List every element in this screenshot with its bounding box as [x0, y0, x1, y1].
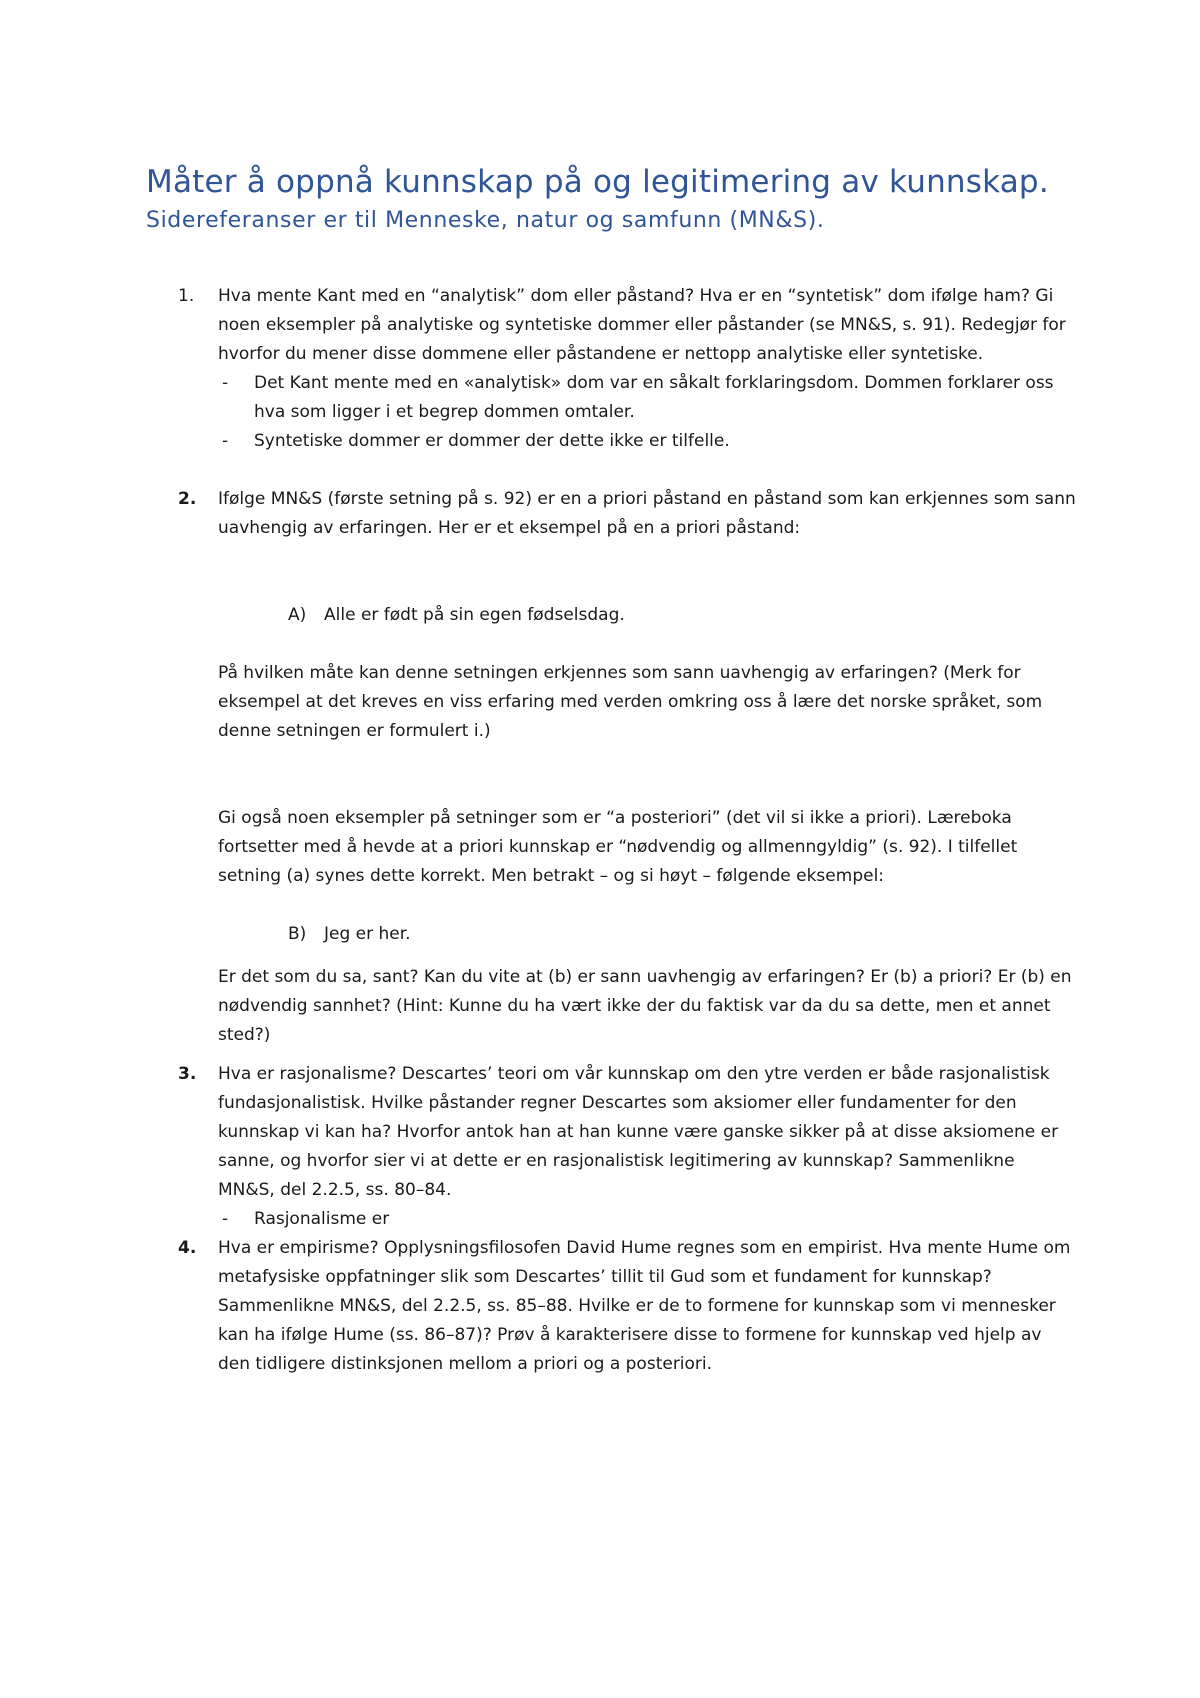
- question-1-number: 1.: [178, 286, 195, 306]
- example-b: [146, 920, 1076, 949]
- document-title: Måter å oppnå kunnskap på og legitimering av kunnskap.: [146, 164, 1049, 200]
- document-content: [146, 162, 1076, 1379]
- document-subtitle: Sidereferanser er til Menneske, natur og samfunn (MN&S).: [146, 208, 825, 233]
- question-4: [146, 1234, 1076, 1379]
- question-3-text: Hva er rasjonalisme? Descartes’ teori om vår kunnskap om den ytre verden er både rasjonalistisk fundasjonalistisk. Hvilke påstander regner Descartes som aksiomer eller fundamenter for den kunnskap vi kan ha? Hvorfor antok han at han kunne være ganske sikker på at disse aksiomene er sanne, og hvorfor sier vi at dette er en rasjonalistisk legitimering av kunnskap? Sammenlikne MN&S, del 2.2.5, ss. 80–84.: [218, 1064, 1059, 1200]
- question-3: [146, 1060, 1076, 1234]
- question-2: [146, 485, 1076, 543]
- example-a: [146, 601, 1076, 630]
- question-list: [146, 282, 1076, 1379]
- question-1: [146, 282, 1076, 456]
- question-1-answer-2: - Syntetiske dommer er dommer der dette ikke er tilfelle.: [218, 427, 1076, 456]
- question-4-number: 4.: [178, 1238, 197, 1258]
- question-2-paragraph-2: Gi også noen eksempler på setninger som er “a posteriori” (det vil si ikke a priori). Læreboka fortsetter med å hevde at a priori kunnskap er “nødvendig og allmenngyldig” (s. 92). I tilfellet setning (a) synes dette korrekt. Men betrakt – og si høyt – følgende eksempel:: [218, 808, 1018, 886]
- question-3-number: 3.: [178, 1064, 197, 1084]
- question-1-answer-1: - Det Kant mente med en «analytisk» dom var en såkalt forklaringsdom. Dommen forklarer oss hva som ligger i et begrep dommen omtaler.: [218, 369, 1076, 427]
- example-b-label: B): [288, 924, 307, 944]
- question-2-paragraph-3: Er det som du sa, sant? Kan du vite at (b) er sann uavhengig av erfaringen? Er (b) a priori? Er (b) en nødvendig sannhet? (Hint: Kunne du ha vært ikke der du faktisk var da du sa dette, men et annet sted?): [218, 967, 1072, 1045]
- question-4-text: Hva er empirisme? Opplysningsfilosofen David Hume regnes som en empirist. Hva mente Hume om metafysiske oppfatninger slik som Descartes’ tillit til Gud som et fundament for kunnskap? Sammenlikne MN&S, del 2.2.5, ss. 85–88. Hvilke er de to formene for kunnskap som vi mennesker kan ha ifølge Hume (ss. 86–87)? Prøv å karakterisere disse to formene for kunnskap ved hjelp av den tidligere distinksjonen mellom a priori og a posteriori.: [218, 1238, 1071, 1374]
- example-a-label: A): [288, 605, 307, 625]
- question-2-paragraph-1: På hvilken måte kan denne setningen erkjennes som sann uavhengig av erfaringen? (Merk for eksempel at det kreves en viss erfaring med verden omkring oss å lære det norske språket, som denne setningen er formulert i.): [218, 663, 1043, 741]
- example-a-text: Alle er født på sin egen fødselsdag.: [324, 605, 625, 625]
- question-1-text: Hva mente Kant med en “analytisk” dom eller påstand? Hva er en “syntetisk” dom ifølge ham? Gi noen eksempler på analytiske og syntetiske dommer eller påstander (se MN&S, s. 91). Redegjør for hvorfor du mener disse dommene eller påstandene er nettopp analytiske eller syntetiske.: [218, 286, 1066, 364]
- question-2-number: 2.: [178, 489, 197, 509]
- question-2-text: Ifølge MN&S (første setning på s. 92) er en a priori påstand en påstand som kan erkjennes som sann uavhengig av erfaringen. Her er et eksempel på en a priori påstand:: [218, 489, 1076, 538]
- question-3-answer-1: - Rasjonalisme er: [218, 1205, 1076, 1234]
- example-b-text: Jeg er her.: [324, 924, 411, 944]
